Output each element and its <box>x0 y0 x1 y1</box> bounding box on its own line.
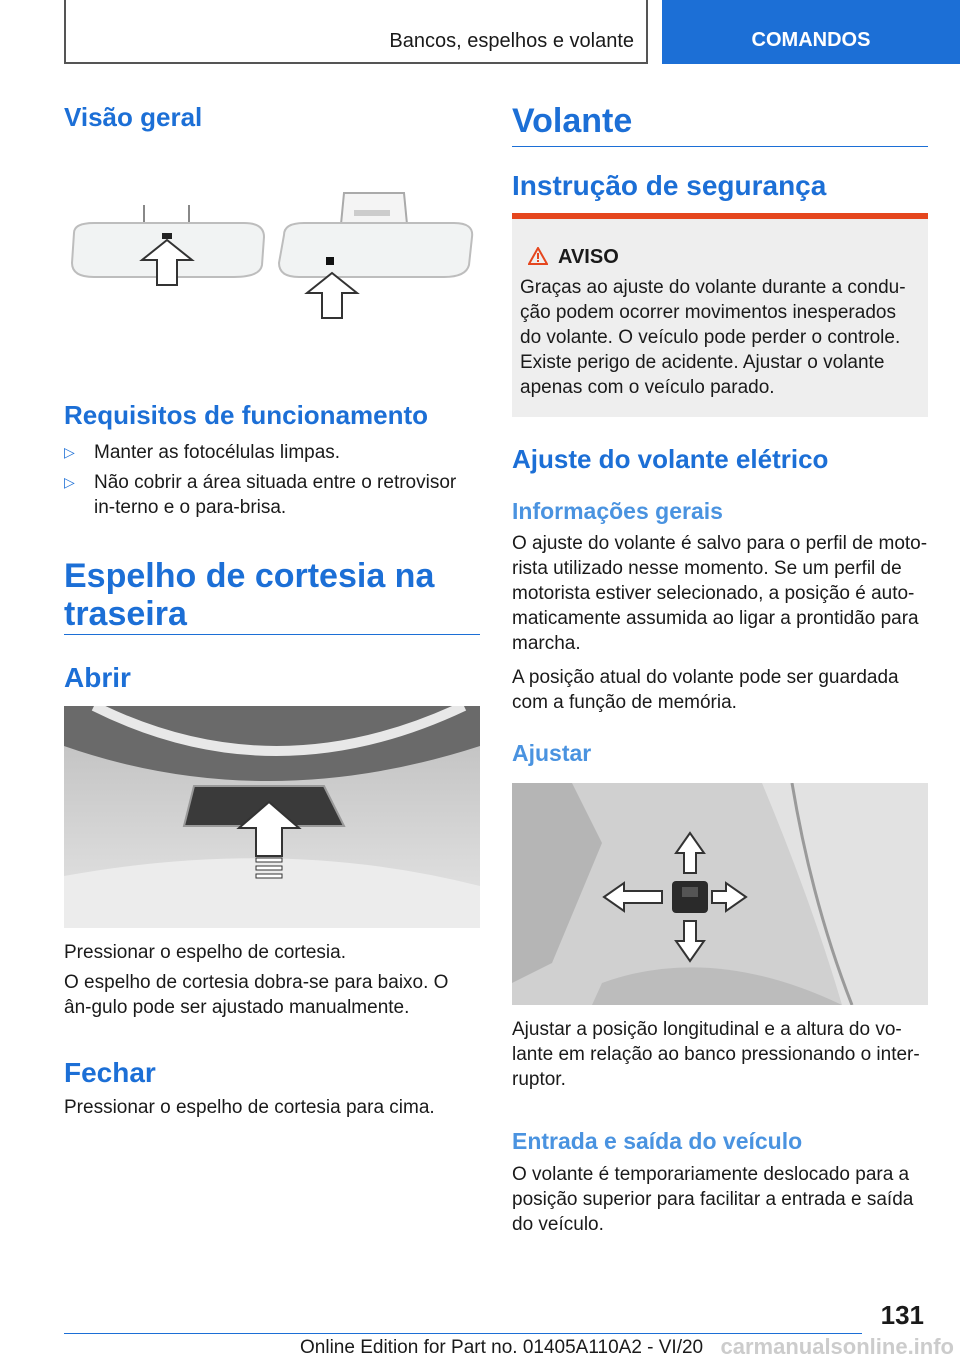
ajustar-heading: Ajustar <box>512 740 592 766</box>
informacoes-gerais-heading: Informações gerais <box>512 498 723 524</box>
entrada-text: O volante é temporariamente deslocado para a posição superior para facilitar a entrada e saída do veículo. <box>512 1164 914 1235</box>
instrucao-heading: Instrução de segurança <box>512 170 827 201</box>
info-text-2: A posição atual do volante pode ser guardada com a função de memória. <box>512 667 899 713</box>
fechar-heading: Fechar <box>64 1057 156 1088</box>
abrir-text-2: O espelho de cortesia dobra-se para baixo. O ân‐gulo pode ser ajustado manualmente. <box>64 972 449 1018</box>
section-divider <box>512 146 928 147</box>
abrir-heading: Abrir <box>64 662 131 693</box>
section-divider <box>64 634 480 635</box>
warning-triangle-icon <box>528 247 548 265</box>
warning-text: Graças ao ajuste do volante durante a condu‐ção podem ocorrer movimentos inesperados do volante. O veículo pode perder o controle. Existe perigo de acidente. Ajustar o volante apenas com o veículo parado. <box>520 277 906 398</box>
espelho-cortesia-heading: Espelho de cortesia na traseira <box>64 557 435 633</box>
rearview-mirror-figure <box>64 185 480 325</box>
header-tab-comandos: COMANDOS <box>662 0 960 64</box>
header-section-title: Bancos, espelhos e volante <box>389 30 634 52</box>
page-number: 131 <box>880 1300 924 1330</box>
bullet-triangle-icon: ▷ <box>64 444 75 460</box>
entrada-saida-heading: Entrada e saída do veículo <box>512 1128 803 1154</box>
vanity-mirror-photo <box>64 706 480 928</box>
volante-heading: Volante <box>512 102 633 140</box>
watermark: carmanualsonline.info <box>720 1334 954 1359</box>
warning-label: AVISO <box>558 246 619 268</box>
ajuste-eletrico-heading: Ajuste do volante elétrico <box>512 444 829 474</box>
warning-box <box>512 213 928 417</box>
info-text-1: O ajuste do volante é salvo para o perfil de moto‐rista utilizado nesse momento. Se um perfil de motorista estiver selecionado, a posição é auto‐maticamente assumida ao ligar a prontidão para marcha. <box>512 533 928 654</box>
abrir-text-1: Pressionar o espelho de cortesia. <box>64 942 346 963</box>
steering-adjust-photo <box>512 783 928 1005</box>
requisitos-heading: Requisitos de funcionamento <box>64 400 429 430</box>
ajustar-text: Ajustar a posição longitudinal e a altura do vo‐lante em relação ao banco pressionando o inter‐ruptor. <box>512 1019 920 1090</box>
header-section-box <box>64 0 648 64</box>
bullet-triangle-icon: ▷ <box>64 474 75 490</box>
footer-edition: Online Edition for Part no. 01405A110A2 - VI/20 <box>300 1337 704 1358</box>
fechar-text: Pressionar o espelho de cortesia para cima. <box>64 1097 435 1118</box>
visao-geral-heading: Visão geral <box>64 102 203 132</box>
